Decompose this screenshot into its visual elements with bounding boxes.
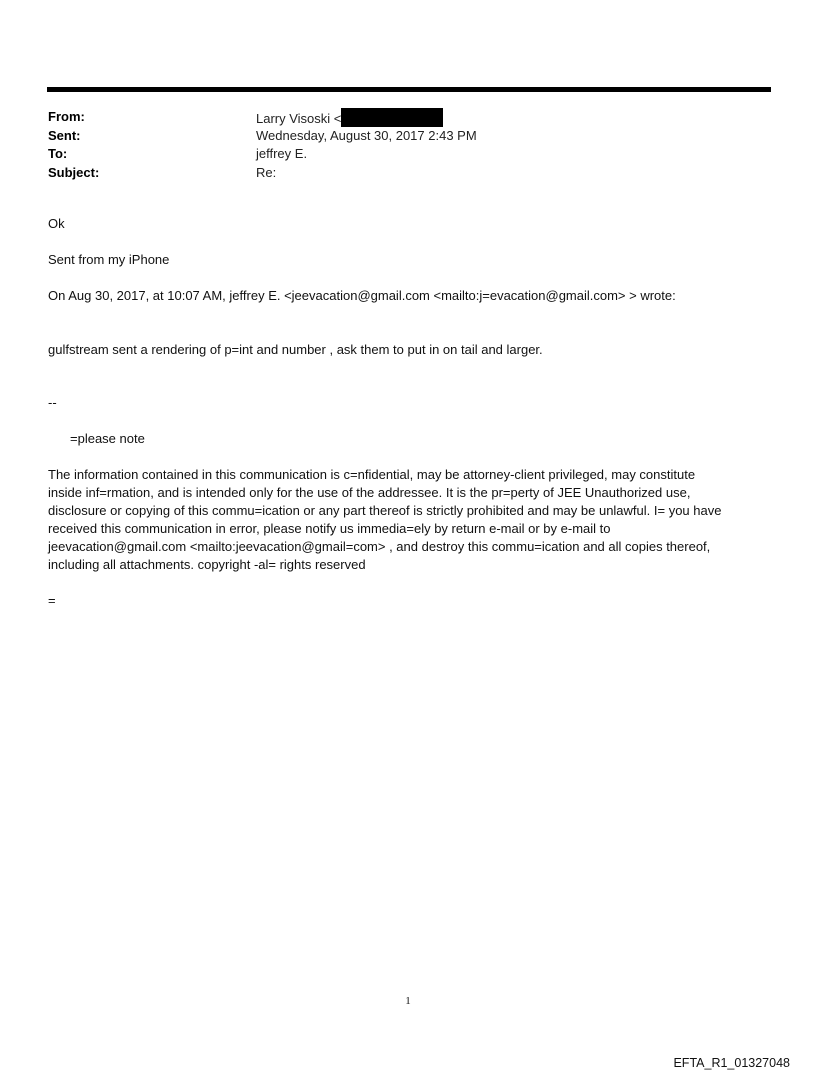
quote-intro: On Aug 30, 2017, at 10:07 AM, jeffrey E. <jeevacation@gmail.com <mailto:j=evacation@gmail.com> > wrote: <box>48 288 676 303</box>
header-divider <box>47 87 771 92</box>
disclaimer-line: received this communication in error, please notify us immedia=ely by return e-mail or by e-mail to <box>48 521 611 536</box>
quoted-message: gulfstream sent a rendering of p=int and number , ask them to put in on tail and larger. <box>48 342 543 357</box>
page-number: 1 <box>405 995 411 1007</box>
disclaimer-line: jeevacation@gmail.com <mailto:jeevacation@gmail=com> , and destroy this commu=ication and all copies thereof, <box>48 539 711 554</box>
from-row <box>48 108 768 127</box>
disclaimer-line: including all attachments. copyright -al= rights reserved <box>48 557 366 572</box>
to-label: To: <box>48 146 68 161</box>
disclaimer-line: The information contained in this communication is c=nfidential, may be attorney-client privileged, may constitute <box>48 467 696 482</box>
subject-label: Subject: <box>48 164 100 180</box>
from-label: From: <box>48 109 85 124</box>
disclaimer-line: inside inf=rmation, and is intended only for the use of the addressee. It is the pr=perty of JEE Unauthorized use, <box>48 485 691 500</box>
confidentiality-disclaimer <box>48 466 760 574</box>
email-header <box>48 108 768 182</box>
to-row <box>48 145 768 164</box>
redaction-block <box>341 108 443 127</box>
to-value: jeffrey E. <box>256 146 308 161</box>
trailing-marker: = <box>48 593 56 608</box>
sender-name: Larry Visoski < <box>256 111 342 126</box>
subject-value: Re: <box>256 164 277 180</box>
reply-text: Ok <box>48 216 65 231</box>
please-note: =please note <box>70 431 145 446</box>
sent-row <box>48 127 768 146</box>
sent-label: Sent: <box>48 127 81 143</box>
disclaimer-line: disclosure or copying of this commu=ication or any part thereof is strictly prohibited and may be unlawful. I= you have <box>48 503 722 518</box>
sent-value: Wednesday, August 30, 2017 2:43 PM <box>256 127 477 143</box>
signature-separator: -- <box>48 395 57 410</box>
signature-text: Sent from my iPhone <box>48 252 170 267</box>
from-value <box>256 108 443 129</box>
bates-number: EFTA_R1_01327048 <box>673 1056 790 1070</box>
subject-row <box>48 164 768 183</box>
